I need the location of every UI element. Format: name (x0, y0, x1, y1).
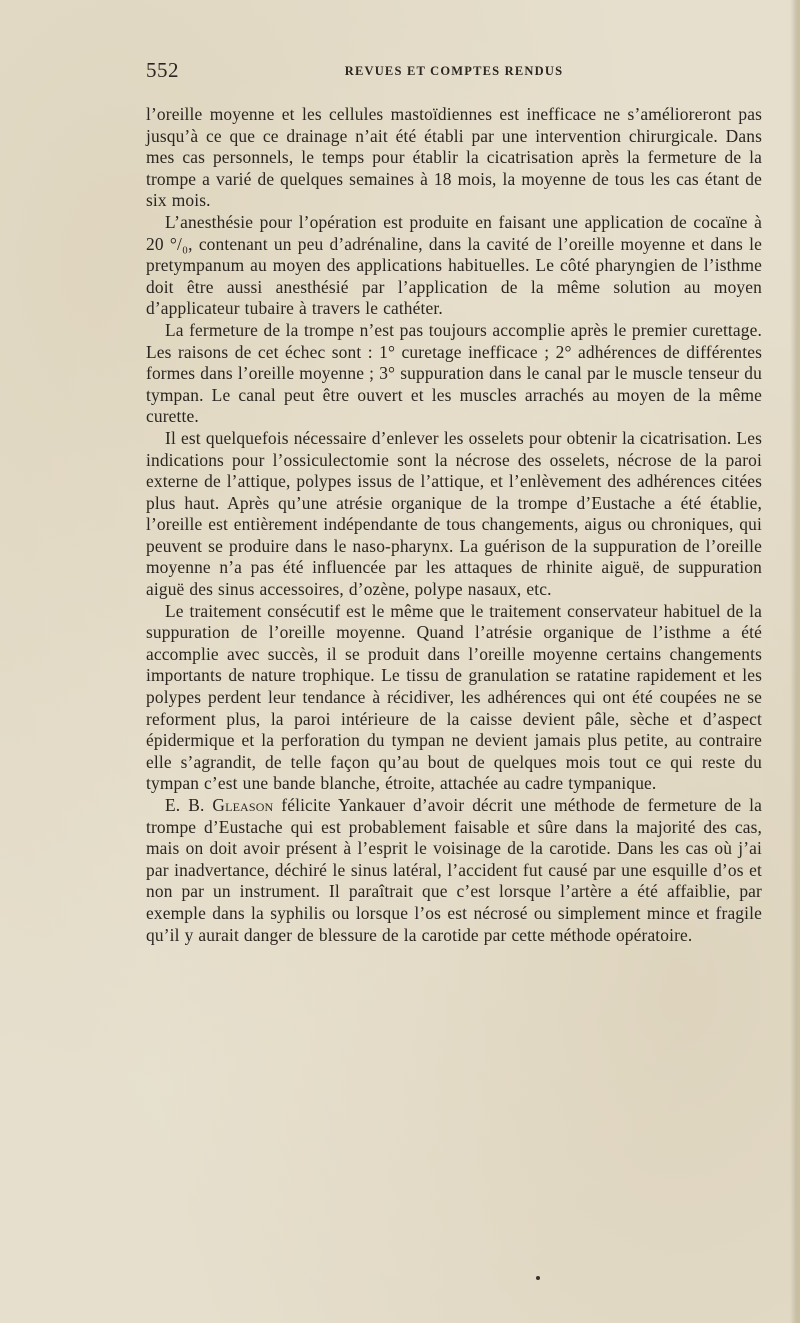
paragraph-3: La fermeture de la trompe n’est pas toujours accomplie après le premier curettage. Les raisons de cet échec sont : 1° curetage inefficace ; 2° adhérences de différentes formes dans l’oreille moyenne ; 3° suppuration dans le canal par le muscle tenseur du tympan. Le canal peut être ouvert et les muscles arrachés au moyen de la même curette. (146, 319, 762, 427)
paragraph-5: Le traitement consécutif est le même que le traitement conservateur habituel de la suppuration de l’oreille moyenne. Quand l’atrésie organique de l’isthme a été accomplie avec succès, il se produit dans l’oreille moyenne certains changements importants de nature trophique. Le tissu de granulation se ratatine rapidement et les polypes perdent leur tendance à récidiver, les adhérences qui ont été coupées ne se reforment plus, la paroi intérieure de la caisse devient pâle, sèche et d’aspect épidermique et la perforation du tympan ne devient jamais plus petite, au contraire elle s’agrandit, de telle façon qu’au bout de quelques mois tout ce qui reste du tympan c’est une bande blanche, étroite, attachée au cadre tympanique. (146, 600, 762, 794)
paragraph-2: L’anesthésie pour l’opération est produite en faisant une application de cocaïne à 20 °/₀, contenant un peu d’adrénaline, dans la cavité de l’oreille moyenne et dans le pretympanum au moyen des applications habituelles. Le côté pharyngien de l’isthme doit être aussi anesthésié par l’application de la même solution au moyen d’applicateur tubaire à travers le cathéter. (146, 211, 762, 319)
paragraph-6-prefix: E. B. (165, 795, 213, 815)
document-page (146, 58, 762, 946)
body-text (146, 104, 762, 946)
paragraph-4: Il est quelquefois nécessaire d’enlever les osselets pour obtenir la cicatrisation. Les indications pour l’ossiculectomie sont la nécrose des osselets, nécrose de la paroi externe de l’attique, polypes issus de l’attique, et l’enlèvement des adhérences citées plus haut. Après qu’une atrésie organique de la trompe d’Eustache a été établie, l’oreille est entièrement indépendante de tous changements, aigus ou chroniques, qui peuvent se produire dans le naso-pharynx. La guérison de la suppuration de l’oreille moyenne n’a pas été influencée par les attaques de rhinite aiguë, de suppuration aiguë des sinus accessoires, d’ozène, polype nasaux, etc. (146, 427, 762, 600)
paragraph-1: l’oreille moyenne et les cellules mastoïdiennes est inefficace ne s’amélioreront pas jusqu’à ce que ce drainage n’ait été établi par une intervention chirurgicale. Dans mes cas personnels, le temps pour établir la cicatrisation après la fermeture de la trompe a varié de quelques semaines à 18 mois, la moyenne de tous les cas étant de six mois. (146, 104, 762, 211)
ink-speck (536, 1276, 540, 1280)
author-name: Gleason (212, 795, 274, 815)
running-title: REVUES ET COMPTES RENDUS (344, 64, 564, 78)
paragraph-6-text: félicite Yankauer d’avoir décrit une méthode de fermeture de la trompe d’Eustache qui est probablement faisable et sûre dans la majorité des cas, mais on doit avoir présent à l’esprit le voisinage de la carotide. Dans les cas où j’ai par inadvertance, déchiré le sinus latéral, l’accident fut causé par une esquille d’os et non par un instrument. Il paraîtrait que c’est lorsque l’artère a été affaiblie, par exemple dans la syphilis ou lorsque l’os est nécrosé ou simplement mince et fragile qu’il y aurait danger de blessure de la carotide par cette méthode opératoire. (146, 795, 762, 945)
running-header (146, 58, 762, 90)
page-number: 552 (146, 58, 179, 82)
paragraph-6 (146, 795, 762, 946)
